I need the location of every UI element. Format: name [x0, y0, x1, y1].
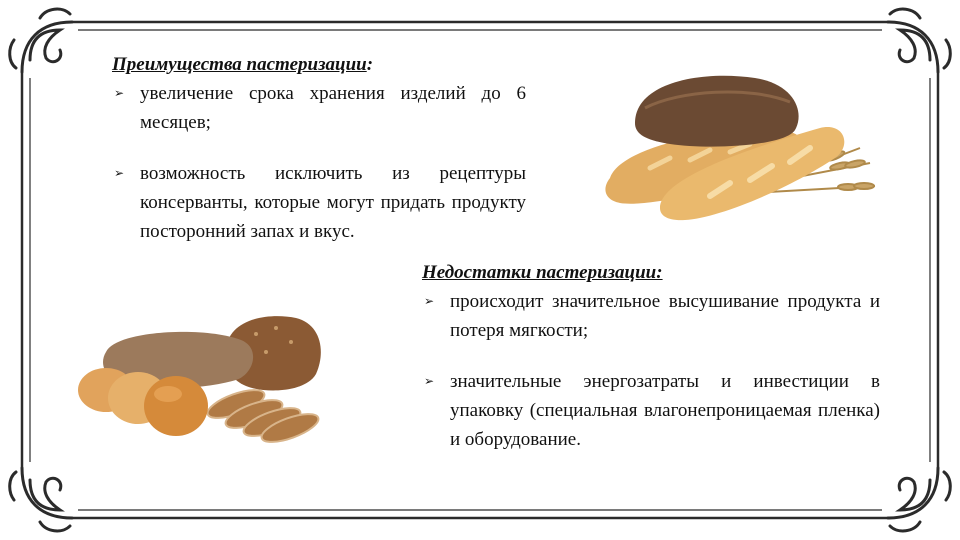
- bread-slices: [204, 384, 321, 444]
- corner-scroll-top-left: [10, 9, 72, 72]
- corner-scroll-bottom-left: [10, 468, 72, 531]
- disadvantages-title: Недостатки пастеризации:: [422, 262, 663, 283]
- advantage-item-text: увеличение срока хранения изделий до 6 месяцев;: [140, 83, 526, 133]
- disadvantage-item: [422, 367, 880, 454]
- disadvantage-item-text: происходит значительное высушивание продукта и потеря мягкости;: [450, 291, 880, 341]
- advantages-list: [112, 79, 526, 246]
- bullet-arrow-icon: ➢: [424, 294, 435, 308]
- advantage-item-text: возможность исключить из рецептуры консерванты, которые могут придать продукту посторонний запах и вкус.: [140, 163, 526, 242]
- corner-scroll-bottom-right: [888, 468, 950, 531]
- bullet-arrow-icon: ➢: [424, 374, 435, 388]
- advantages-title-suffix: :: [366, 54, 374, 75]
- advantage-item: [112, 159, 526, 246]
- bullet-arrow-icon: ➢: [114, 86, 125, 100]
- disadvantages-list: [422, 287, 880, 454]
- bullet-arrow-icon: ➢: [114, 166, 125, 180]
- advantages-title: Преимущества пастеризации: [112, 54, 367, 75]
- disadvantage-item-text: значительные энергозатраты и инвестиции в упаковку (специальная влагонепроницаемая пленка) и оборудование.: [450, 371, 880, 450]
- advantages-heading: [112, 54, 373, 76]
- disadvantages-heading: [422, 262, 663, 284]
- corner-scroll-top-right: [888, 9, 950, 72]
- bread-loaves-with-wheat-image: [590, 68, 880, 228]
- rye-loaf: [635, 76, 799, 147]
- advantage-item: [112, 79, 526, 137]
- disadvantage-item: [422, 287, 880, 345]
- sliced-bread-and-buns-image: [76, 312, 326, 444]
